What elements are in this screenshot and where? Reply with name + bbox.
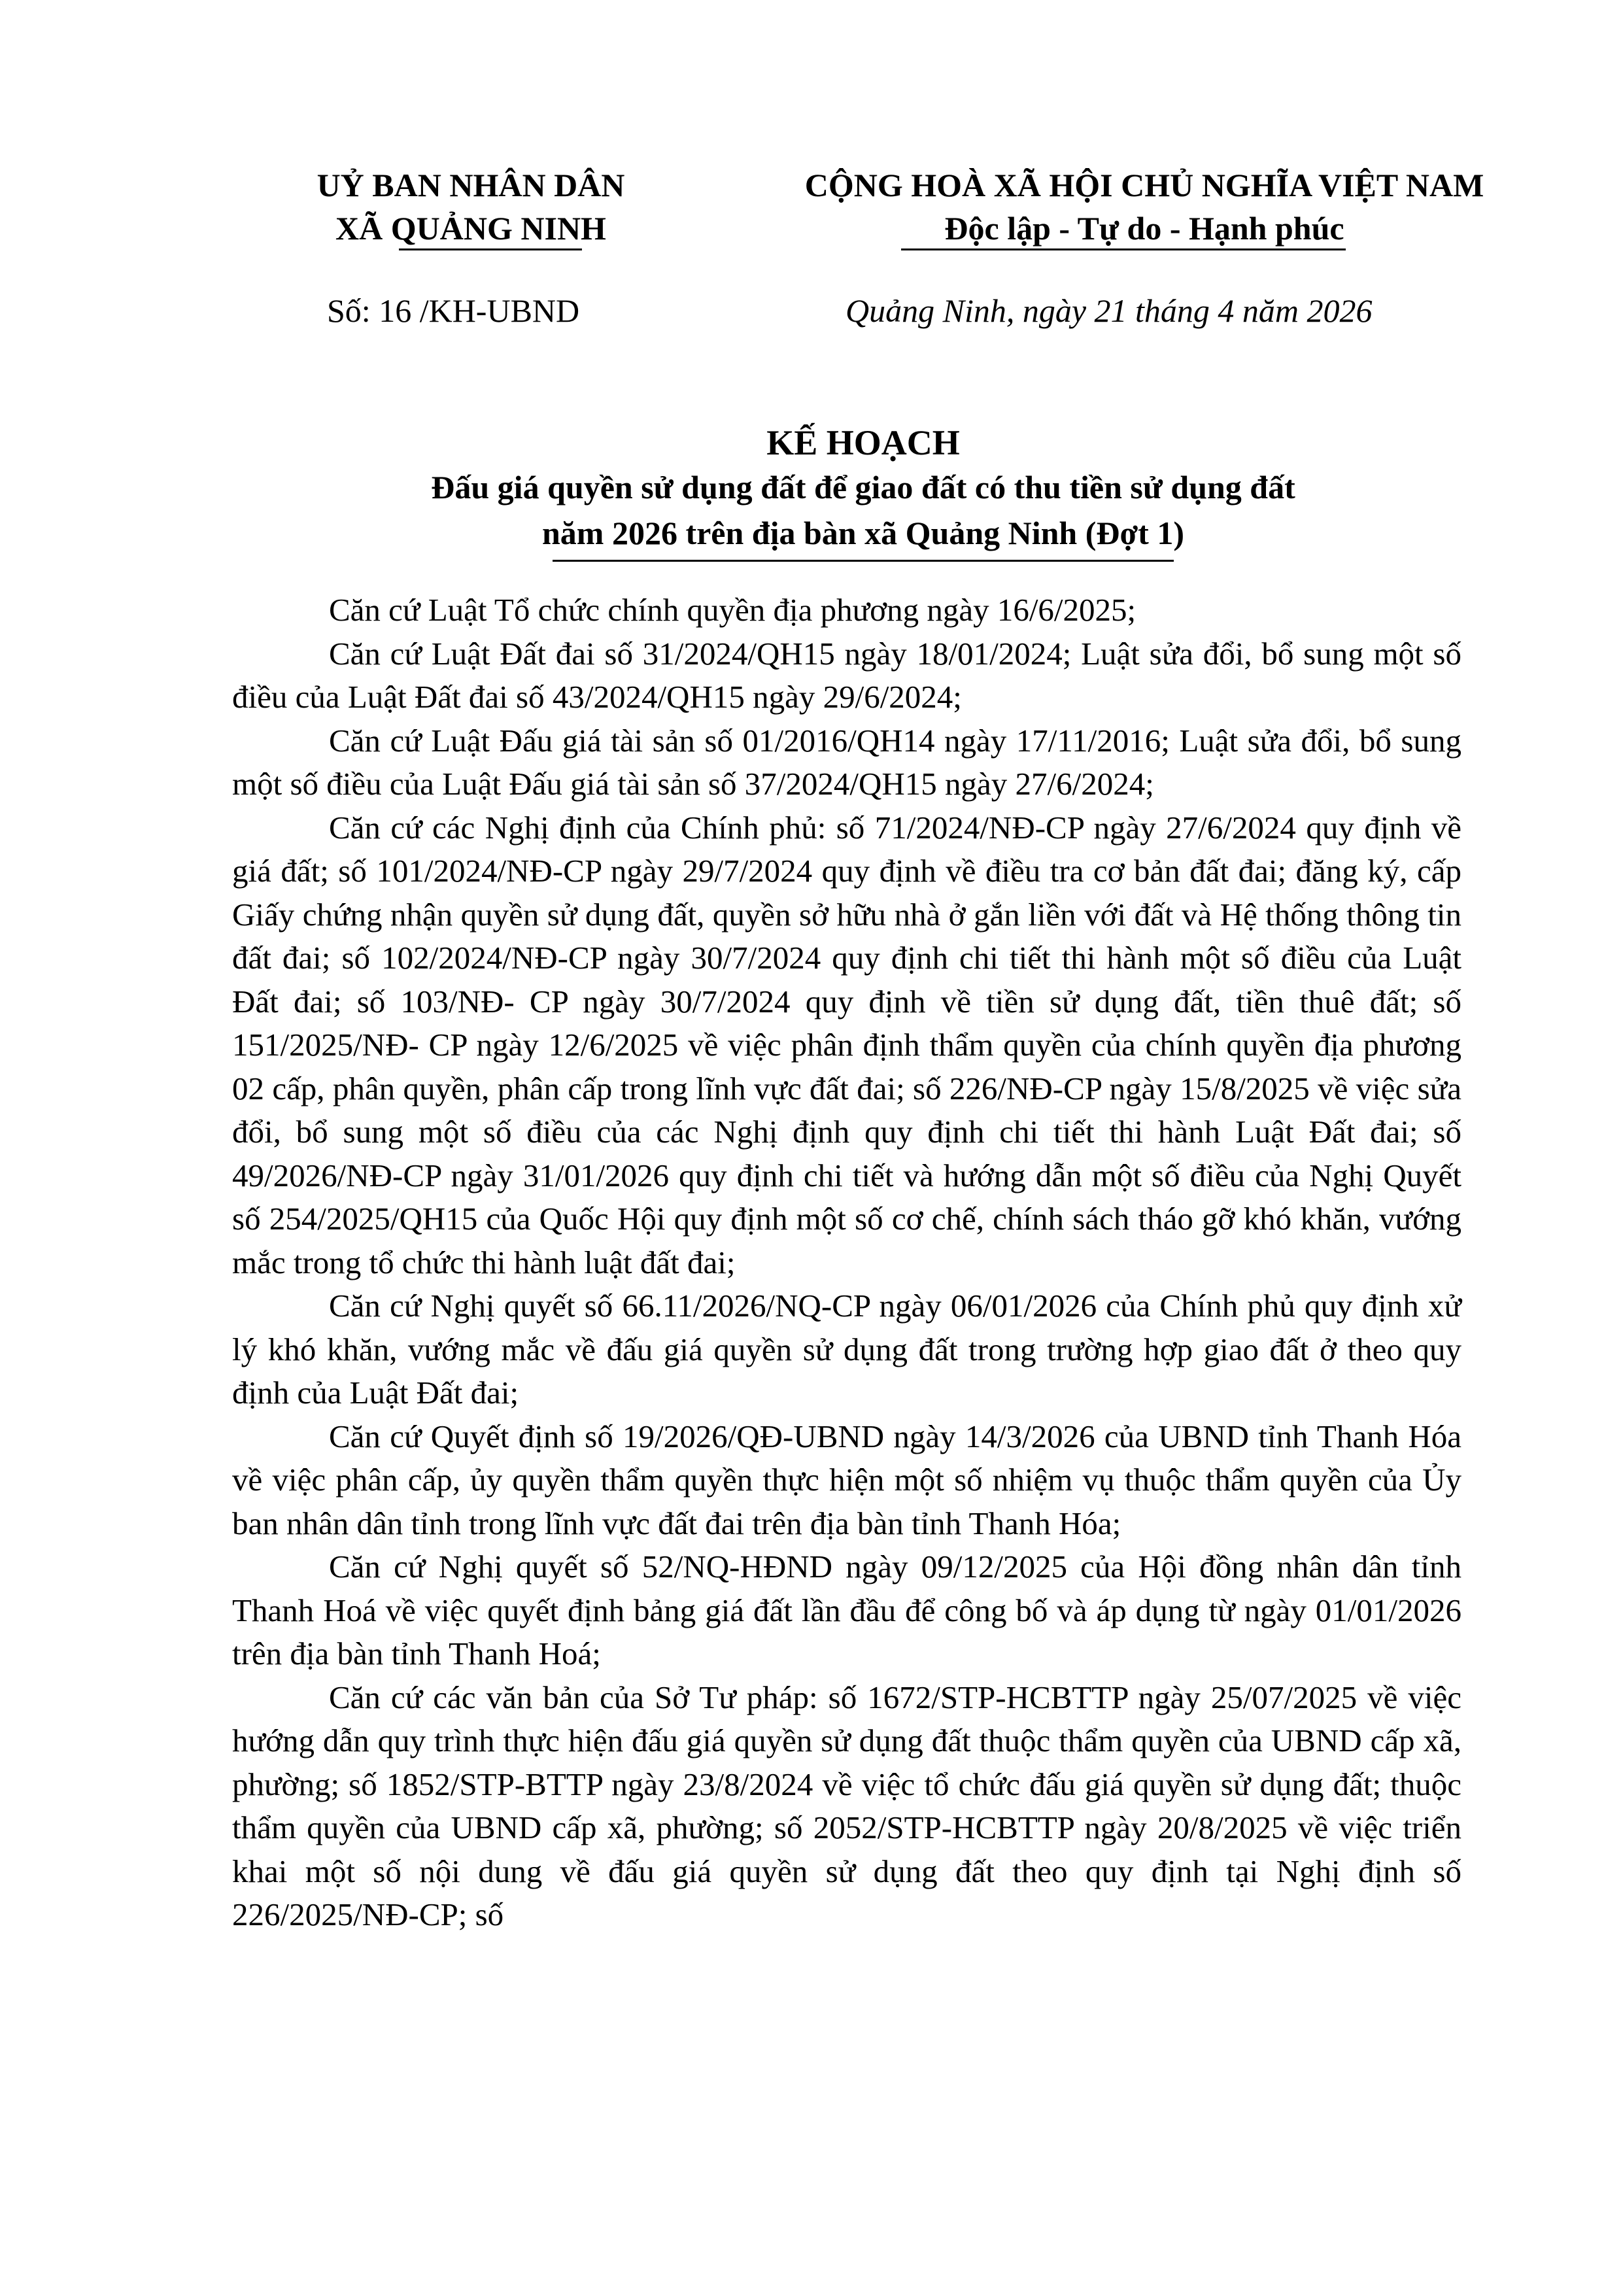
issuing-agency	[248, 163, 693, 250]
document-number: Số: 16 /KH-UBND	[327, 292, 580, 329]
motto-underline	[901, 248, 1346, 250]
agency-line-2: XÃ QUẢNG NINH	[335, 210, 606, 247]
motto-line-2: Độc lập - Tự do - Hạnh phúc	[944, 210, 1344, 247]
legal-basis-paragraph: Căn cứ Quyết định số 19/2026/QĐ-UBND ngày 14/3/2026 của UBND tỉnh Thanh Hóa về việc phân cấp, ủy quyền thẩm quyền thực hiện một số nhiệm vụ thuộc thẩm quyền của Ủy ban nhân dân tỉnh trong lĩnh vực đất đai trên địa bàn tỉnh Thanh Hóa;	[232, 1418, 1461, 1541]
agency-line-1: UỶ BAN NHÂN DÂN	[316, 167, 625, 203]
legal-basis-paragraph: Căn cứ các Nghị định của Chính phủ: số 71/2024/NĐ-CP ngày 27/6/2024 quy định về giá đất; số 101/2024/NĐ-CP ngày 29/7/2024 quy định về điều tra cơ bản đất đai; đăng ký, cấp Giấy chứng nhận quyền sử dụng đất, quyền sở hữu nhà ở gắn liền với đất và Hệ thống thông tin đất đai; số 102/2024/NĐ-CP ngày 30/7/2024 quy định chi tiết thi hành một số điều của Luật Đất đai; số 103/NĐ- CP ngày 30/7/2024 quy định về tiền sử dụng đất, tiền thuê đất; số 151/2025/NĐ- CP ngày 12/6/2025 về việc phân định thẩm quyền của chính quyền địa phương 02 cấp, phân quyền, phân cấp trong lĩnh vực đất đai; số 226/NĐ-CP ngày 15/8/2025 về việc sửa đổi, bổ sung một số điều của các Nghị định quy định chi tiết thi hành Luật Đất đai; số 49/2026/NĐ-CP ngày 31/01/2026 quy định chi tiết và hướng dẫn một số điều của Nghị Quyết số 254/2025/QH15 của Quốc Hội quy định một số cơ chế, chính sách tháo gỡ khó khăn, vướng mắc trong tổ chức thi hành luật đất đai;	[232, 809, 1461, 1280]
legal-basis-paragraph: Căn cứ các văn bản của Sở Tư pháp: số 1672/STP-HCBTTP ngày 25/07/2025 về việc hướng dẫn quy trình thực hiện đấu giá quyền sử dụng đất thuộc thẩm quyền của UBND cấp xã, phường; số 1852/STP-BTTP ngày 23/8/2024 về việc tổ chức đấu giá quyền sử dụng đất; thuộc thẩm quyền của UBND cấp xã, phường; số 2052/STP-HCBTTP ngày 20/8/2025 về việc triển khai một số nội dung về đấu giá quyền sử dụng đất theo quy định tại Nghị định số 226/2025/NĐ-CP; số	[232, 1679, 1461, 1932]
document-body	[232, 589, 1461, 1937]
legal-basis-paragraph: Căn cứ Nghị quyết số 66.11/2026/NQ-CP ngày 06/01/2026 của Chính phủ quy định xử lý khó khăn, vướng mắc về đấu giá quyền sử dụng đất trong trường hợp giao đất ở theo quy định của Luật Đất đai;	[232, 1288, 1461, 1411]
legal-basis-paragraph: Căn cứ Luật Tổ chức chính quyền địa phương ngày 16/6/2025;	[329, 592, 1136, 628]
motto-line-1: CỘNG HOÀ XÃ HỘI CHỦ NGHĨA VIỆT NAM	[804, 167, 1484, 203]
document-title: KẾ HOẠCH	[766, 423, 960, 462]
document-subtitle-2: năm 2026 trên địa bàn xã Quảng Ninh (Đợt 1)	[542, 515, 1184, 551]
legal-basis-paragraph: Căn cứ Nghị quyết số 52/NQ-HĐND ngày 09/12/2025 của Hội đồng nhân dân tỉnh Thanh Hoá về việc quyết định bảng giá đất lần đầu để công bố và áp dụng từ ngày 01/01/2026 trên địa bàn tỉnh Thanh Hoá;	[232, 1549, 1461, 1671]
document-date: Quảng Ninh, ngày 21 tháng 4 năm 2026	[846, 292, 1373, 329]
title-underline	[553, 560, 1174, 562]
legal-basis-paragraph: Căn cứ Luật Đất đai số 31/2024/QH15 ngày 18/01/2024; Luật sửa đổi, bổ sung một số điều của Luật Đất đai số 43/2024/QH15 ngày 29/6/2024;	[232, 635, 1461, 715]
agency-underline	[399, 248, 582, 250]
national-motto	[719, 163, 1569, 250]
document-subtitle-1: Đấu giá quyền sử dụng đất để giao đất có thu tiền sử dụng đất	[431, 469, 1295, 505]
legal-basis-paragraph: Căn cứ Luật Đấu giá tài sản số 01/2016/QH14 ngày 17/11/2016; Luật sửa đổi, bổ sung một số điều của Luật Đấu giá tài sản số 37/2024/QH15 ngày 27/6/2024;	[232, 722, 1461, 802]
